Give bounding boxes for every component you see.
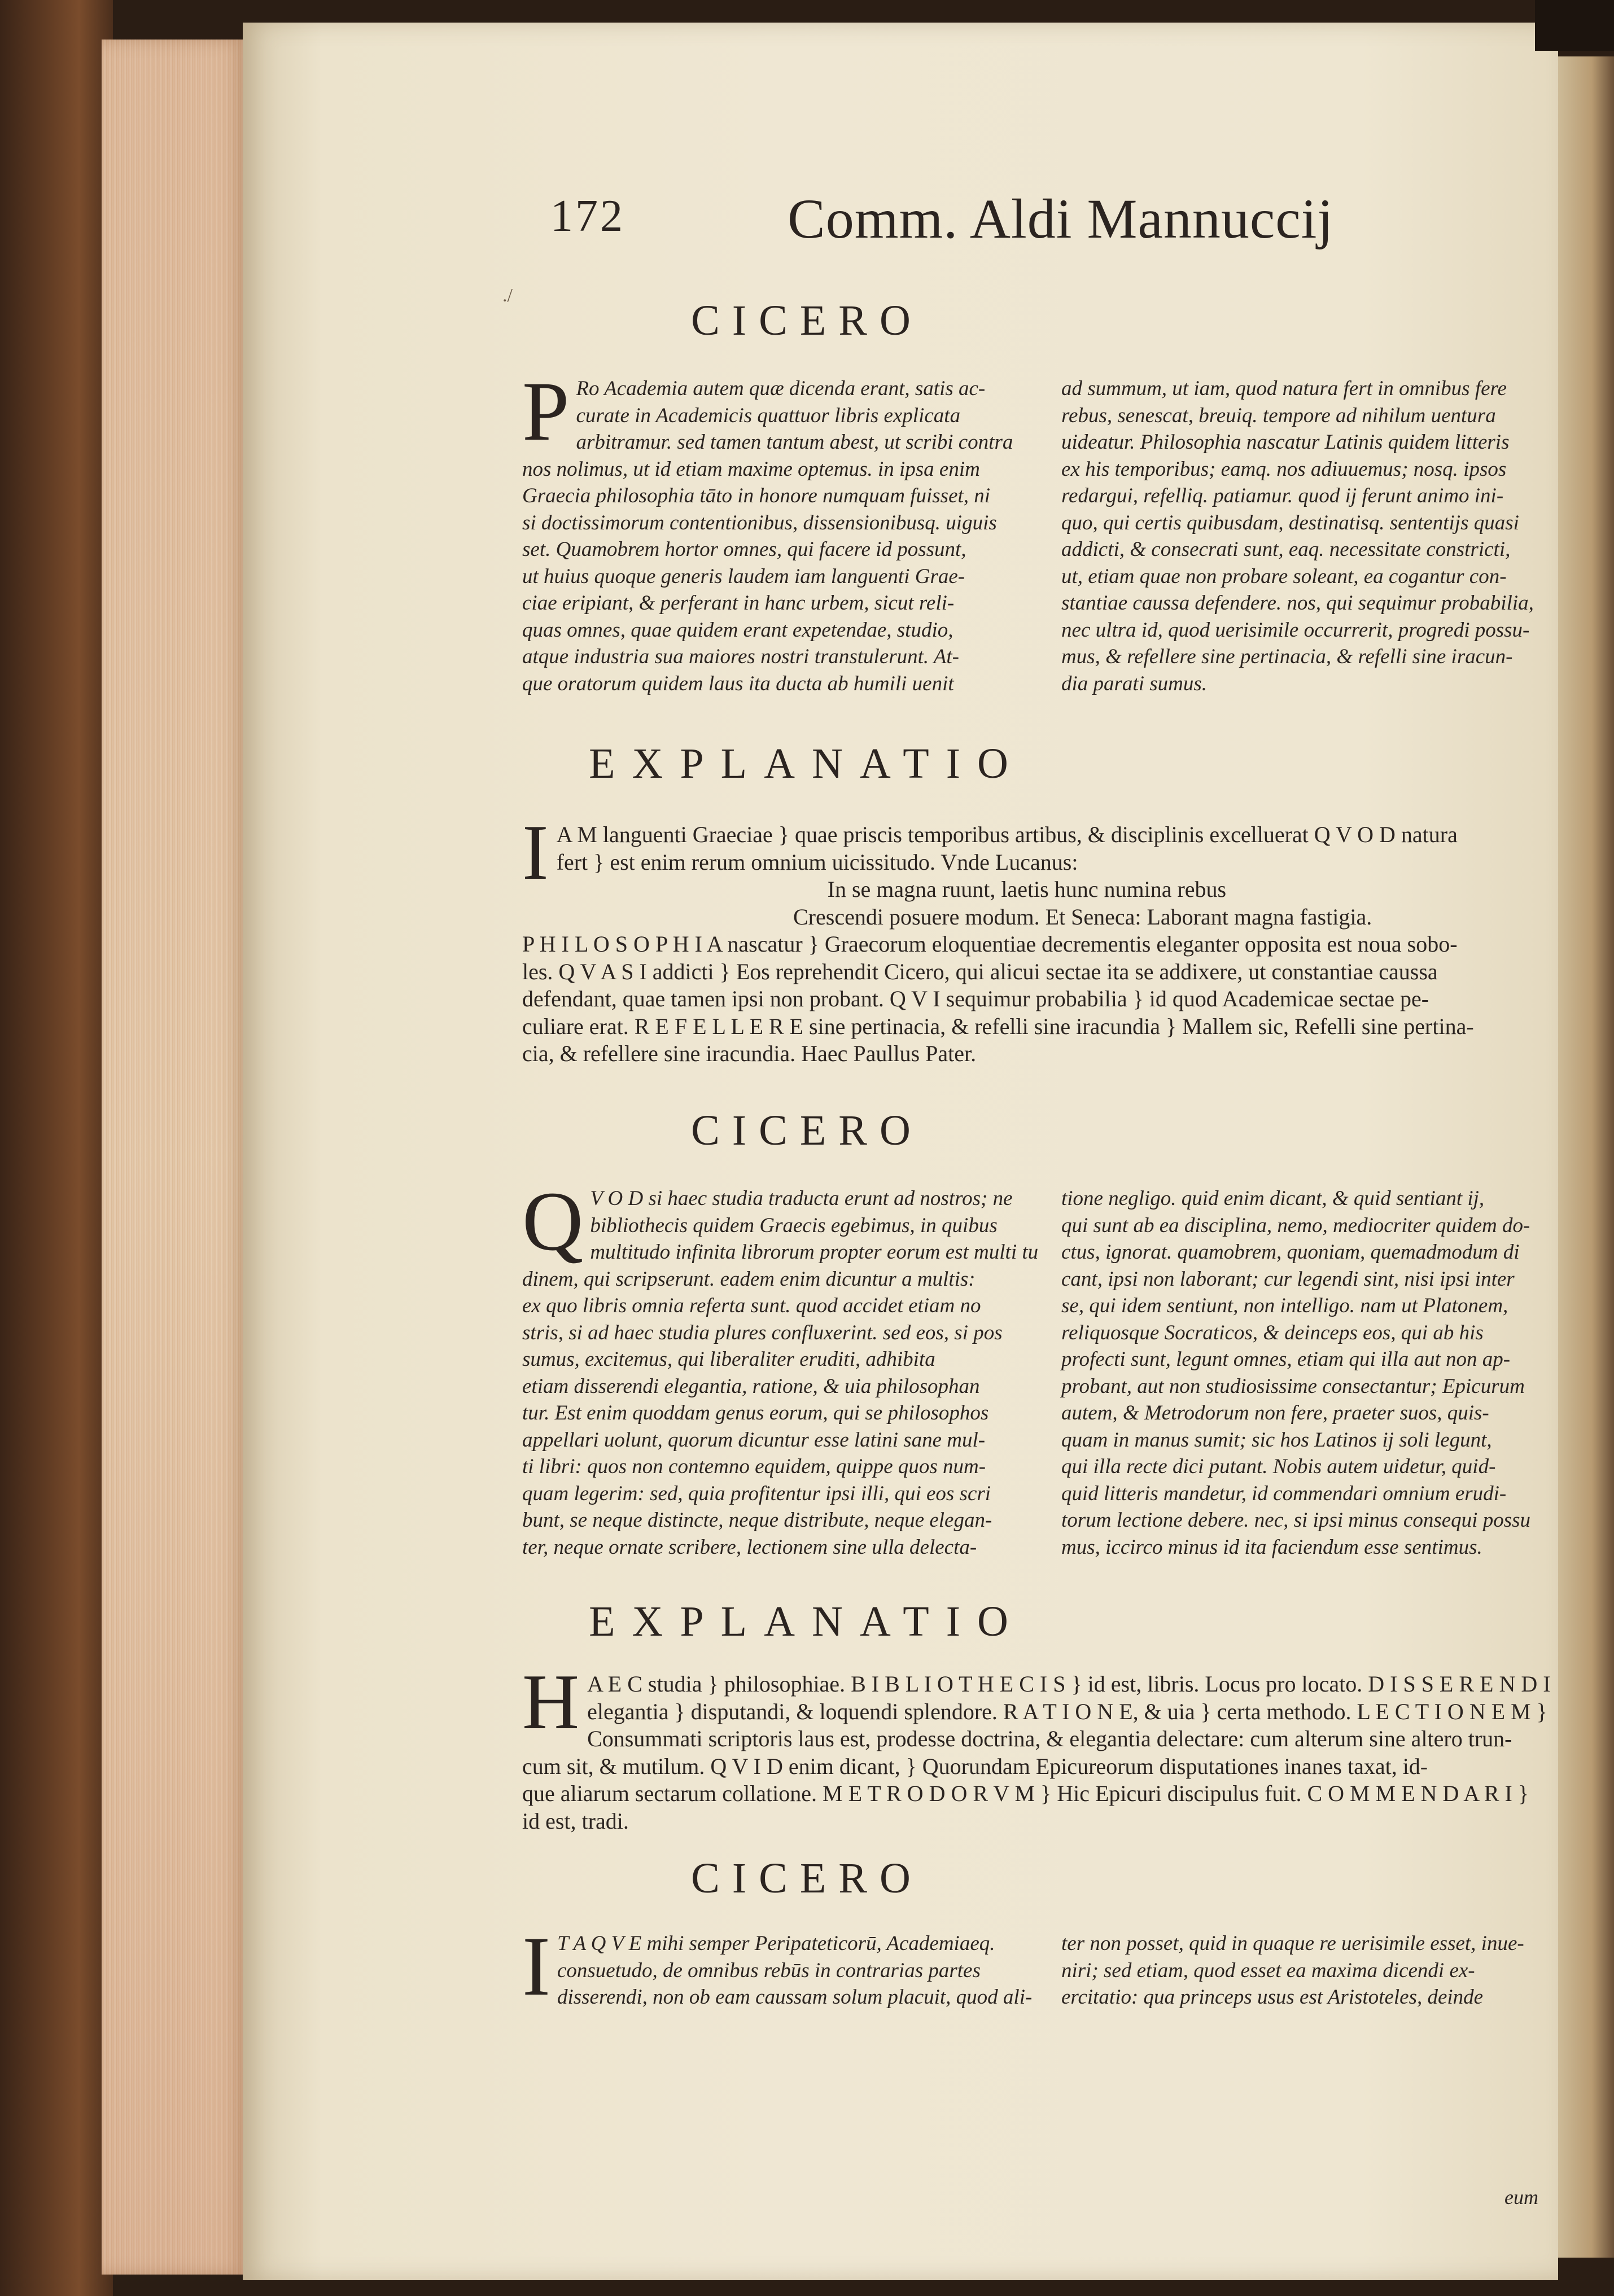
text-line: stris, si ad haec studia plures confluxerint. sed eos, si pos [522, 1321, 1003, 1344]
text-line: mus, iccirco minus id ita faciendum esse sentimus. [1061, 1535, 1482, 1559]
text-line: multitudo infinita librorum propter eorum est multi tu [590, 1241, 1039, 1264]
text-line: qui illa recte dici putant. Nobis autem uidetur, quid- [1061, 1455, 1496, 1478]
text-line: quam legerim: sed, quia profitentur ipsi illi, qui eos scri [522, 1482, 991, 1505]
commentary-lines [522, 809, 1569, 1068]
text-line: Crescendi posuere modum. Et Seneca: Laborant magna fastigia. [793, 904, 1372, 930]
text-line: quas omnes, quae quidem erant expetendae, studio, [522, 618, 953, 642]
text-line: dia parati sumus. [1061, 672, 1208, 695]
text-line: ut huius quoque generis laudem iam languenti Grae- [522, 564, 965, 588]
drop-capital: I [522, 1920, 550, 2013]
text-line: profecti sunt, legunt omnes, etiam qui illa aut non ap- [1061, 1348, 1511, 1371]
text-line: addicti, & consecrati sunt, eaq. necessitate constricti, [1061, 538, 1511, 561]
text-column-right [1061, 1185, 1572, 1561]
text-line: dinem, qui scripserunt. eadem enim dicuntur a multis: [522, 1267, 976, 1291]
text-line: set. Quamobrem hortor omnes, qui facere id possunt, [522, 538, 966, 561]
text-line: qui sunt ab ea disciplina, nemo, mediocriter quidem do- [1061, 1213, 1530, 1237]
text-line: autem, & Metrodorum non fere, praeter suos, quis- [1061, 1401, 1489, 1425]
text-line: reliquosque Socraticos, & deinceps eos, qui ab his [1061, 1321, 1484, 1344]
text-line: ut, etiam quae non probare soleant, ea cogantur con- [1061, 564, 1507, 588]
text-column-right [1061, 375, 1572, 697]
text-line: culiare erat. R E F E L L E R E sine pertinacia, & refelli sine iracundia } Mallem sic, Refelli sine pertina- [522, 1013, 1474, 1039]
text-line: cia, & refellere sine iracundia. Haec Paullus Pater. [522, 1041, 977, 1066]
text-column-left [522, 365, 1047, 697]
page-header [0, 186, 1614, 248]
text-line: A E C studia } philosophiae. B I B L I O T H E C I S } id est, libris. Locus pro locato. D I S S E R E N D I [587, 1671, 1551, 1697]
text-line: atque industria sua maiores nostri transtulerunt. At- [522, 645, 959, 668]
text-line: ter non posset, quid in quaque re uerisimile esset, inue- [1061, 1932, 1524, 1955]
drop-capital: Q [522, 1175, 584, 1268]
text-line: ciae eripiant, & perferant in hanc urbem, sicut reli- [522, 591, 955, 615]
text-line: etiam disserendi elegantia, ratione, & uia philosophan [522, 1374, 980, 1398]
text-line: nec ultra id, quod uerisimile occurrerit, progredi possu- [1061, 618, 1530, 642]
section-heading-cicero: CICERO [691, 1855, 923, 1902]
text-line: tione negligo. quid enim dicant, & quid sentiant ij, [1061, 1187, 1485, 1210]
text-line: Graecia philosophia tāto in honore numquam fuisset, ni [522, 484, 991, 507]
text-line: quid litteris mandetur, id commendari omnium erudi- [1061, 1482, 1507, 1505]
text-line: ercitatio: qua princeps usus est Aristoteles, deinde [1061, 1986, 1484, 2009]
drop-capital: I [522, 809, 549, 896]
column-lines [1061, 375, 1572, 697]
text-line: bunt, se neque distincte, neque distribute, neque elegan- [522, 1509, 992, 1532]
text-line: tur. Est enim quoddam genus eorum, qui se philosophos [522, 1401, 989, 1425]
text-line: uideatur. Philosophia nascatur Latinis quidem litteris [1061, 431, 1510, 454]
text-line: arbitramur. sed tamen tantum abest, ut scribi contra [576, 431, 1013, 454]
text-line: torum lectione debere. nec, si ipsi minus consequi possu [1061, 1509, 1531, 1532]
text-line: P H I L O S O P H I A nascatur } Graecorum eloquentiae decrementis eleganter opposita est noua sobo- [522, 931, 1458, 957]
commentary-block [522, 1658, 1569, 1835]
section-heading-cicero: CICERO [691, 297, 923, 344]
text-line: disserendi, non ob eam caussam solum placuit, quod ali- [557, 1986, 1033, 2009]
text-line: In se magna ruunt, laetis hunc numina rebus [827, 877, 1227, 902]
text-line: niri; sed etiam, quod esset ea maxima dicendi ex- [1061, 1958, 1475, 1982]
text-line: appellari uolunt, quorum dicuntur esse latini sane mul- [522, 1428, 986, 1452]
text-line: Ro Academia autem quæ dicenda erant, satis ac- [576, 377, 986, 400]
text-line: si doctissimorum contentionibus, dissensionibusq. uiguis [522, 511, 997, 534]
commentary-lines [522, 1658, 1569, 1835]
text-line: mus, & refellere sine pertinacia, & refelli sine iracun- [1061, 645, 1513, 668]
text-line: id est, tradi. [522, 1808, 629, 1834]
text-line: ad summum, ut iam, quod natura fert in omnibus fere [1061, 377, 1507, 400]
running-title: Comm. Aldi Mannuccij [788, 187, 1334, 250]
column-lines [522, 365, 1047, 697]
text-line: fert } est enim rerum omnium uicissitudo. Vnde Lucanus: [556, 849, 1078, 875]
text-line: curate in Academicis quattuor libris explicata [576, 404, 961, 427]
text-line: defendant, quae tamen ipsi non probant. Q V I sequimur probabilia } id quod Academicae sectae pe- [522, 986, 1429, 1011]
text-line: les. Q V A S I addicti } Eos reprehendit Cicero, qui alicui sectae ita se addixere, ut constantiae caussa [522, 958, 1438, 984]
text-line: ti libri: quos non contemno equidem, quippe quos num- [522, 1455, 986, 1478]
text-line: ex quo libris omnia referta sunt. quod accidet etiam no [522, 1294, 981, 1317]
text-line: V O D si haec studia traducta erunt ad nostros; ne [590, 1187, 1013, 1210]
text-line: T A Q V E mihi semper Peripateticorū, Academiaeq. [557, 1932, 995, 1955]
text-line: Consummati scriptoris laus est, prodesse doctrina, & elegantia delectare: cum alterum sine altero trun- [587, 1726, 1512, 1751]
text-column-left [522, 1175, 1047, 1561]
text-column-left [522, 1920, 1047, 2013]
page-fore-edge [102, 40, 248, 2275]
text-line: stantiae caussa defendere. nos, qui sequimur probabilia, [1061, 591, 1534, 615]
text-line: rebus, senescat, breuiq. tempore ad nihilum uentura [1061, 404, 1496, 427]
catchword: eum [1504, 2186, 1538, 2209]
drop-capital: P [522, 365, 570, 458]
text-line: consuetudo, de omnibus rebūs in contrarias partes [557, 1958, 981, 1982]
section-heading-explanatio: EXPLANATIO [589, 740, 1025, 787]
text-line: nos nolimus, ut id etiam maxime optemus. in ipsa enim [522, 457, 980, 481]
text-line: ctus, ignorat. quamobrem, quoniam, quemadmodum di [1061, 1241, 1520, 1264]
text-line: sumus, excitemus, qui liberaliter eruditi, adhibita [522, 1348, 935, 1371]
text-line: ex his temporibus; eamq. nos adiuuemus; nosq. ipsos [1061, 457, 1507, 481]
section-heading-cicero: CICERO [691, 1107, 923, 1154]
text-line: elegantia } disputandi, & loquendi splendore. R A T I O N E, & uia } certa methodo. L E C T I O N E M } [587, 1698, 1547, 1724]
text-line: cant, ipsi non laborant; cur legendi sint, nisi ipsi inter [1061, 1267, 1515, 1291]
text-line: que oratorum quidem laus ita ducta ab humili uenit [522, 672, 954, 695]
column-lines [522, 1175, 1047, 1561]
drop-capital: H [522, 1658, 580, 1746]
text-line: ter, neque ornate scribere, lectionem sine ulla delecta- [522, 1535, 977, 1559]
text-line: cum sit, & mutilum. Q V I D enim dicant, } Quorundam Epicureorum disputationes inanes taxat, id- [522, 1753, 1428, 1779]
commentary-block [522, 809, 1569, 1068]
text-line: quo, qui certis quibusdam, destinatisq. sententijs quasi [1061, 511, 1519, 534]
text-column-right [1061, 1930, 1572, 2011]
text-line: que aliarum sectarum collatione. M E T R O D O R V M } Hic Epicuri discipulus fuit. C O M M E N D A R I } [522, 1781, 1529, 1806]
text-line: quam in manus sumit; sic hos Latinos ij soli legunt, [1061, 1428, 1492, 1452]
background-corner [1535, 0, 1614, 51]
text-line: bibliothecis quidem Graecis egebimus, in quibus [590, 1213, 998, 1237]
page-number: 172 [550, 191, 625, 241]
column-lines [1061, 1930, 1572, 2011]
marginal-mark: ./ [502, 285, 513, 306]
text-line: probant, aut non studiosissime consectantur; Epicurum [1061, 1374, 1525, 1398]
column-lines [1061, 1185, 1572, 1561]
section-heading-explanatio: EXPLANATIO [589, 1598, 1025, 1645]
text-line: se, qui idem sentiunt, non intelligo. nam ut Platonem, [1061, 1294, 1508, 1317]
column-lines [522, 1920, 1047, 2013]
text-line: redargui, refelliq. patiamur. quod ij ferunt animo ini- [1061, 484, 1504, 507]
text-line: A M languenti Graeciae } quae priscis temporibus artibus, & disciplinis excelluerat Q V O D natura [556, 822, 1458, 847]
